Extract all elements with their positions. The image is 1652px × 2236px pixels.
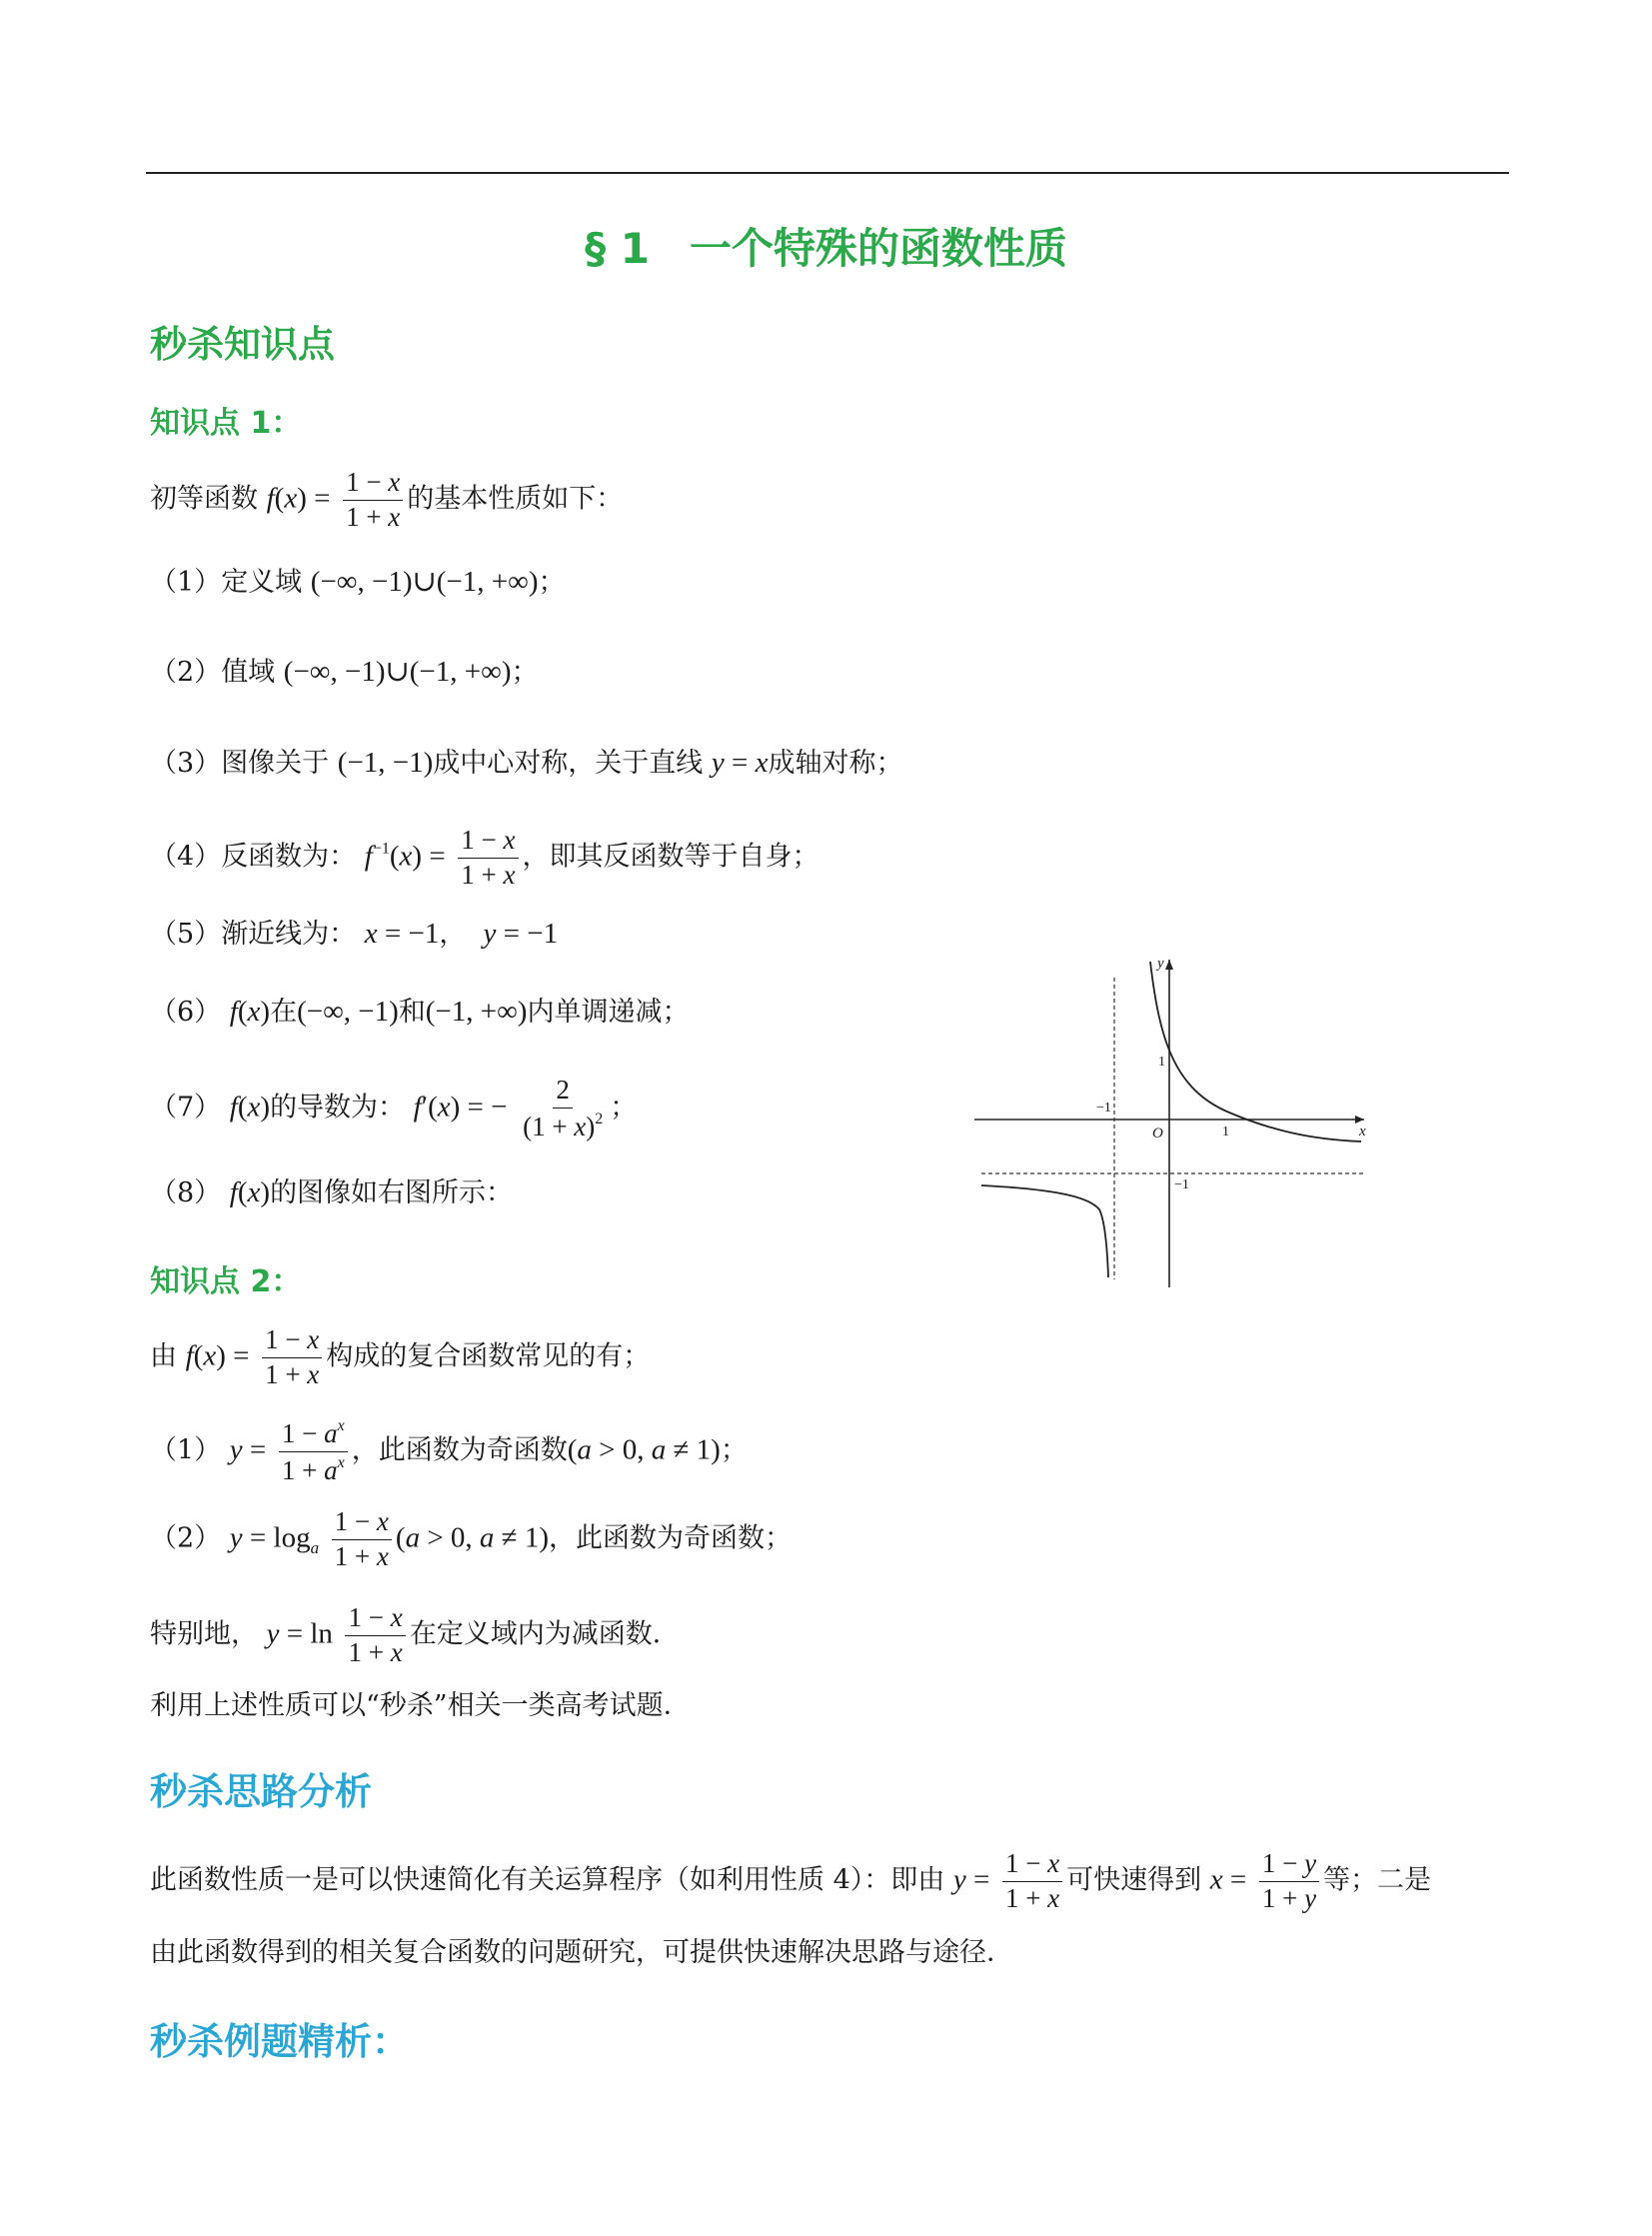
fraction: $\frac{1 - a^x}{1 + a^x}$ — [279, 1417, 348, 1485]
heading-kp1: 知识点 1： — [150, 406, 302, 441]
item-label: （3） — [150, 748, 222, 779]
kp2-intro: 由 f(x) = $\frac{1 - x}{1 + x}$ 构成的复合函数常见的有； — [150, 1324, 651, 1389]
item-label: （2） — [150, 657, 222, 688]
kp1-intro-post: 的基本性质如下： — [407, 483, 624, 515]
heading-analysis: 秒杀思路分析 — [150, 1770, 372, 1813]
item-label: （5） — [150, 919, 222, 950]
function-graph — [969, 950, 1369, 1289]
kp1-item-2: （2）值域 (−∞, −1)∪(−1, +∞)； — [150, 656, 539, 688]
x-axis-label: x — [1359, 1123, 1366, 1139]
fraction: $\frac{1 - x}{1 + x}$ — [345, 1603, 405, 1667]
tick-x-pos: 1 — [1222, 1124, 1229, 1139]
fraction: $\frac{1 - x}{1 + x}$ — [262, 1325, 322, 1389]
tick-y-neg: −1 — [1174, 1177, 1189, 1192]
item-label: （1） — [150, 567, 222, 598]
item-text: 的导数为： — [270, 1092, 406, 1123]
item-text: 渐近线为： — [221, 919, 357, 950]
item-text: ，此函数为奇函数 — [351, 1434, 568, 1466]
kp1-item-5: （5）渐近线为： x = −1， y = −1 — [150, 918, 559, 950]
item-text: 和 — [398, 997, 426, 1028]
item-text: 值域 — [221, 657, 276, 688]
special-pre: 特别地， — [150, 1618, 258, 1650]
left-branch — [981, 1185, 1108, 1277]
section-title: 一个特殊的函数性质 — [689, 224, 1067, 273]
kp1-item-6: （6） f(x)在(−∞, −1)和(−1, +∞)内单调递减； — [150, 996, 690, 1028]
fraction: $\frac{1 - x}{1 + x}$ — [1002, 1849, 1062, 1913]
kp2-item-1: （1） y = $\frac{1 - a^x}{1 + a^x}$ ，此函数为奇函数(a > 0, a ≠ 1)； — [150, 1417, 748, 1485]
item-text: 成中心对称，关于直线 — [433, 748, 704, 779]
kp1-item-3: （3）图像关于 (−1, −1)成中心对称，关于直线 y = x成轴对称； — [150, 747, 903, 779]
fraction: $\frac{1 - x}{1 + x}$ — [332, 1507, 392, 1571]
item-label: （7） — [150, 1092, 222, 1123]
item-label: （6） — [150, 997, 222, 1028]
heading-kp2: 知识点 2： — [150, 1264, 302, 1299]
fraction: $\frac{2}{(1 + x)^2}$ — [523, 1075, 604, 1141]
analysis-text: 等；二是 — [1323, 1864, 1432, 1896]
kp2-intro-post: 构成的复合函数常见的有； — [326, 1340, 651, 1372]
heading-examples: 秒杀例题精析： — [150, 2020, 409, 2063]
tick-y-pos: 1 — [1158, 1055, 1165, 1070]
kp1-intro: 初等函数 f(x) = $\frac{1 - x}{1 + x}$ 的基本性质如下： — [150, 467, 624, 532]
item-text: 在 — [270, 997, 298, 1028]
item-text: ，此函数为奇函数； — [549, 1522, 792, 1554]
header-rule — [146, 172, 1509, 174]
fraction: $\frac{1 - y}{1 + y}$ — [1259, 1849, 1319, 1913]
special-post: 在定义域内为减函数． — [409, 1618, 680, 1650]
kp2-special: 特别地， y = ln $\frac{1 - x}{1 + x}$ 在定义域内为减函数． — [150, 1602, 680, 1667]
item-label: （2） — [150, 1522, 222, 1554]
analysis-text: 可快速得到 — [1066, 1864, 1202, 1896]
y-axis-label: y — [1157, 956, 1164, 972]
right-branch — [1150, 962, 1361, 1141]
kp2-usage: 利用上述性质可以“秒杀”相关一类高考试题． — [150, 1690, 691, 1721]
heading-knowledge: 秒杀知识点 — [150, 323, 335, 366]
fraction: $\frac{1 - x}{1 + x}$ — [343, 468, 403, 532]
y-axis-arrow-icon — [1165, 960, 1173, 970]
item-label: （8） — [150, 1177, 222, 1208]
x-axis-arrow-icon — [1355, 1116, 1364, 1123]
tick-x-neg: −1 — [1096, 1101, 1111, 1116]
item-text: ，即其反函数等于自身； — [522, 841, 820, 873]
item-text: 的图像如右图所示： — [270, 1177, 514, 1208]
item-label: （4） — [150, 841, 222, 873]
analysis-line-1: 此函数性质一是可以快速简化有关运算程序（如利用性质 4）：即由 y = $\frac{1 - x}{1 + x}$ 可快速得到 x = $\frac{1 - y}{1 + y}$ 等；二是 — [150, 1848, 1432, 1913]
page-title — [0, 216, 1652, 276]
kp1-item-8: （8） f(x)的图像如右图所示： — [150, 1176, 514, 1208]
item-text: 定义域 — [221, 567, 303, 598]
item-text: 图像关于 — [221, 748, 330, 779]
kp1-item-4: （4）反函数为： $f^{-1}(x)$ = $\frac{1 - x}{1 + x}$ ，即其反函数等于自身； — [150, 825, 820, 890]
item-text: 内单调递减； — [527, 997, 690, 1028]
kp1-intro-pre: 初等函数 — [150, 483, 258, 515]
analysis-line-2: 由此函数得到的相关复合函数的问题研究，可提供快速解决思路与途径． — [150, 1937, 1013, 1968]
analysis-text: 此函数性质一是可以快速简化有关运算程序（如利用性质 4）：即由 — [150, 1864, 945, 1896]
kp2-item-2: （2） $y = \log_a$ $\frac{1 - x}{1 + x}$ (a > 0, a ≠ 1)，此函数为奇函数； — [150, 1506, 792, 1571]
item-text: 成轴对称； — [768, 748, 903, 779]
kp1-item-1: （1）定义域 (−∞, −1)∪(−1, +∞)； — [150, 566, 566, 598]
kp2-intro-pre: 由 — [150, 1340, 177, 1372]
fraction: $\frac{1 - x}{1 + x}$ — [458, 826, 518, 890]
section-number: § 1 — [585, 224, 650, 273]
item-text: 反函数为： — [221, 841, 357, 873]
origin-label: O — [1152, 1125, 1163, 1141]
kp1-item-7: （7） f(x)的导数为： f′(x) = − $\frac{2}{(1 + x)^2}$ ； — [150, 1075, 638, 1141]
item-label: （1） — [150, 1434, 222, 1466]
